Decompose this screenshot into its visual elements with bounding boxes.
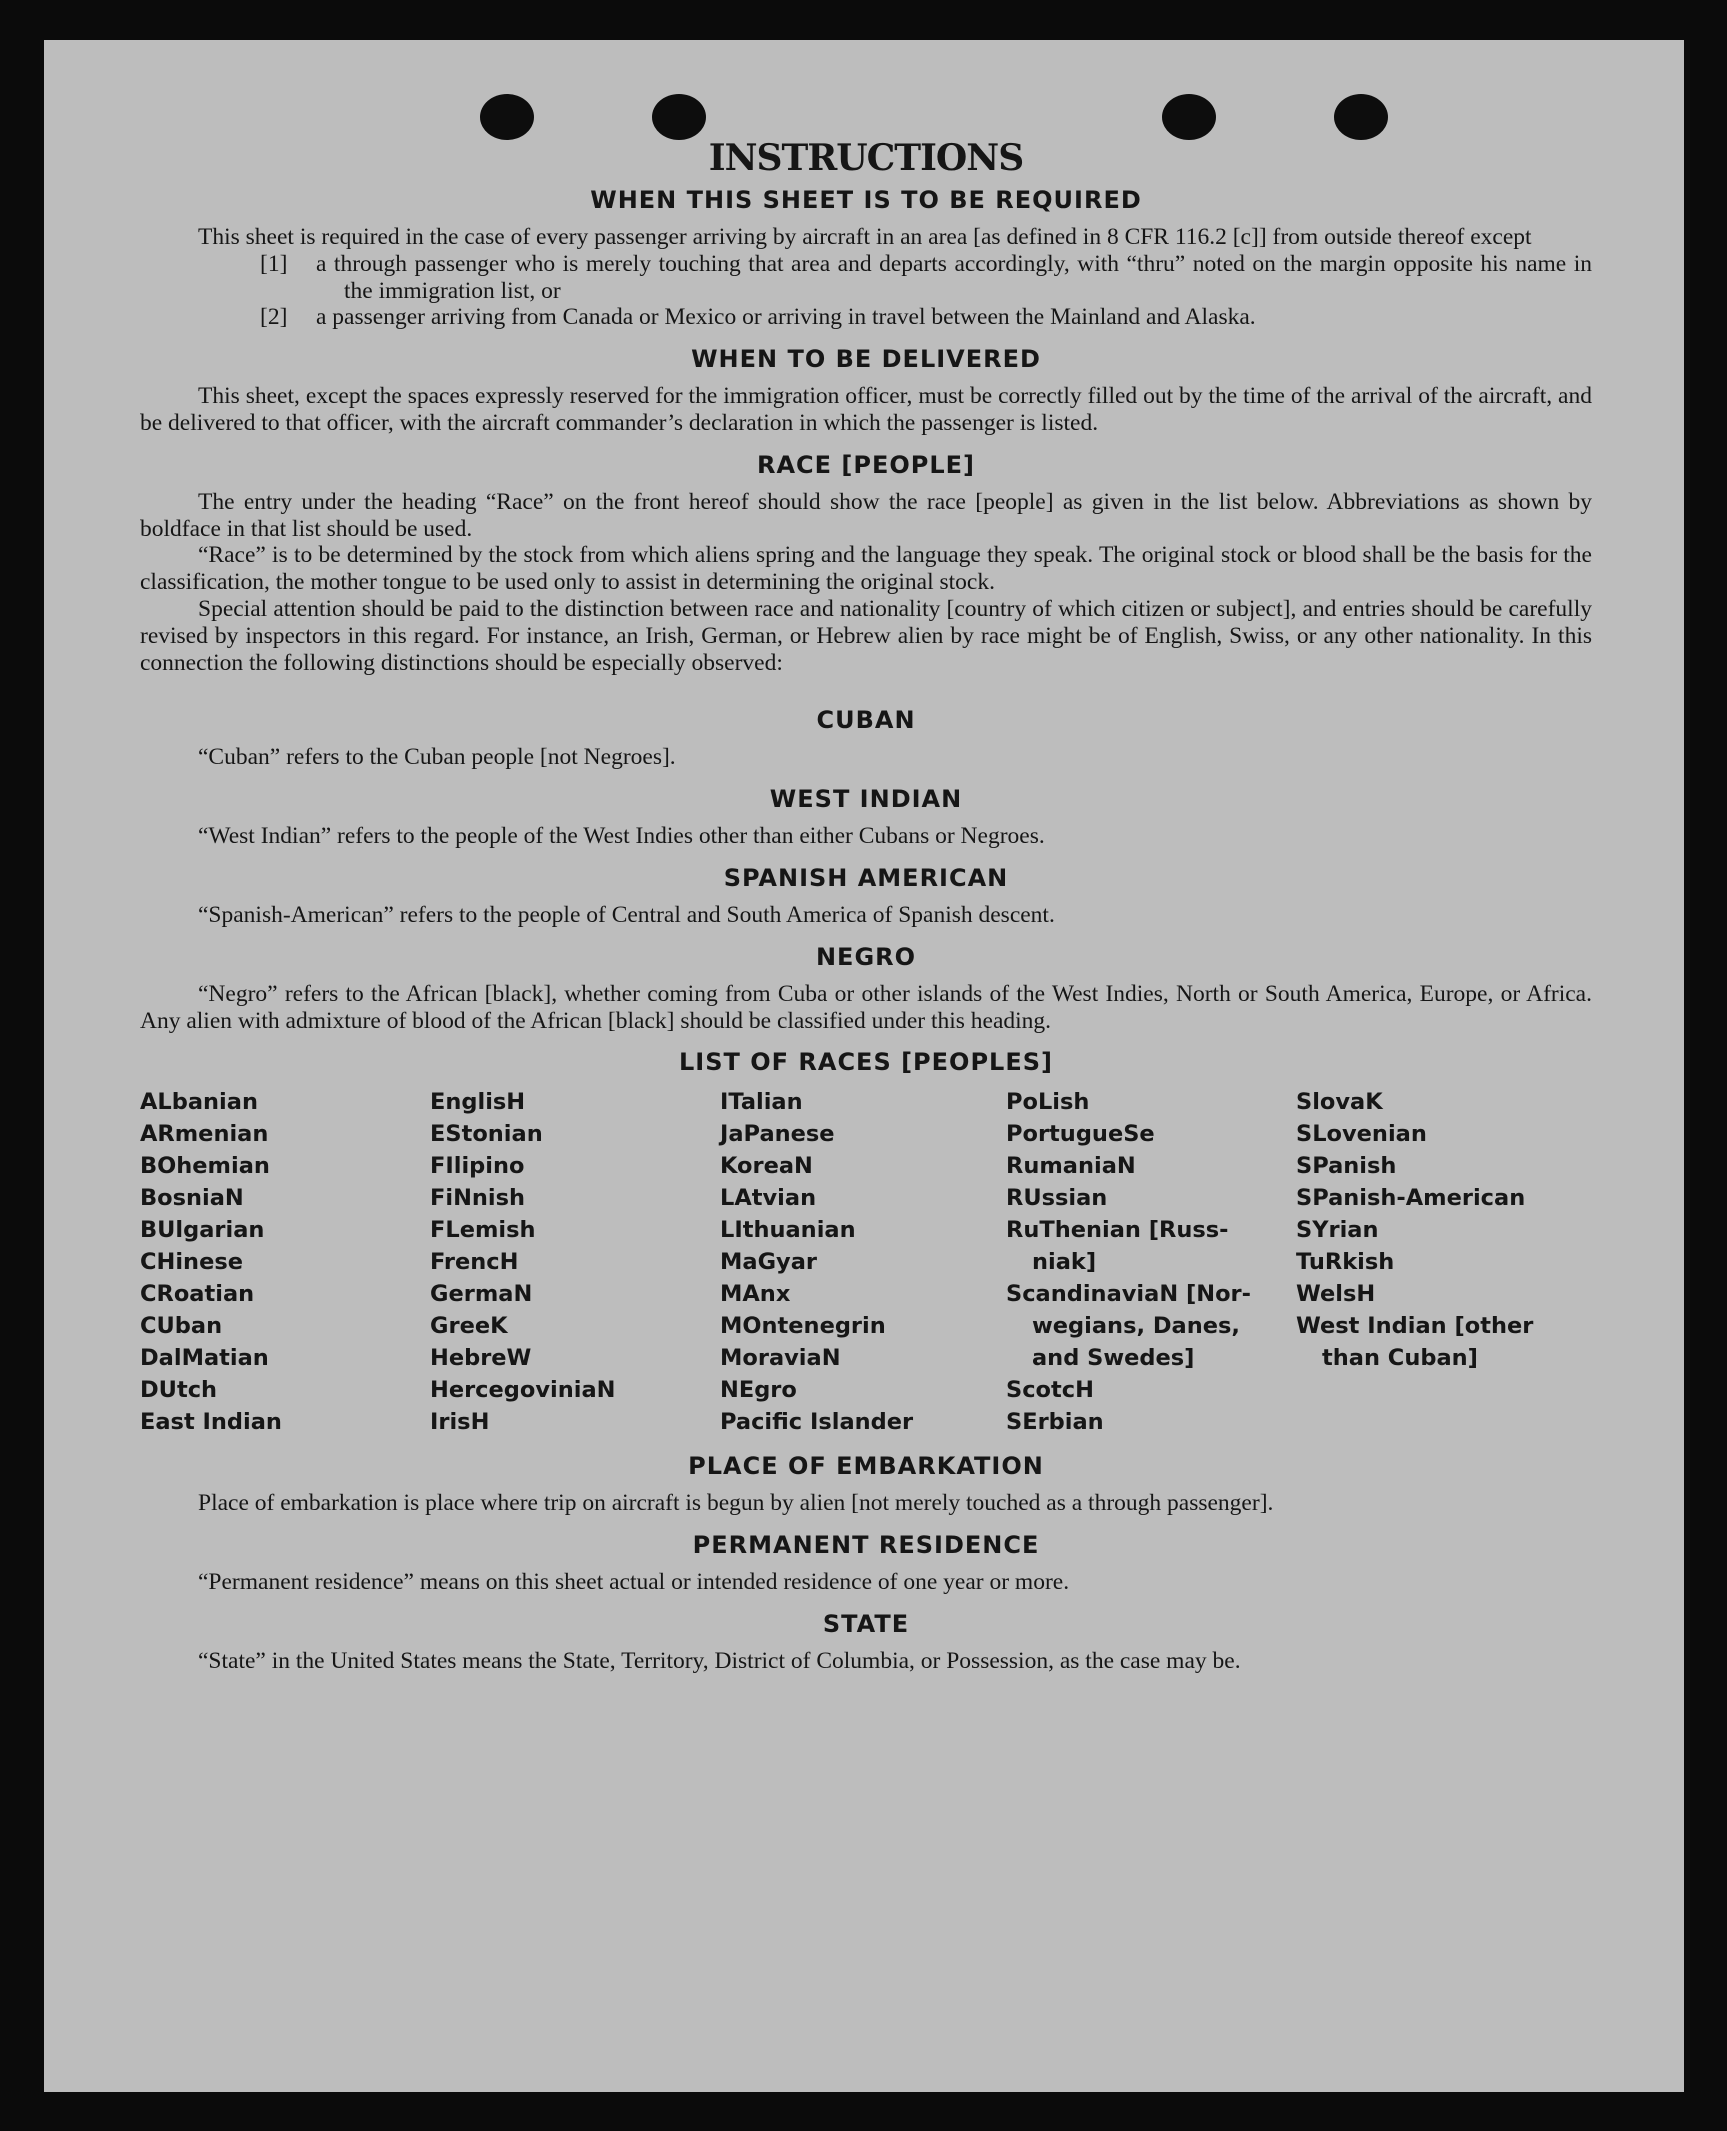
race-entry-continued: and Swedes]: [1032, 1345, 1195, 1372]
race-entry: RUssian: [1006, 1185, 1108, 1212]
place-of-embarkation-heading: PLACE OF EMBARKATION: [688, 1452, 1044, 1481]
spanish-american-text: “Spanish-American” refers to the people of Central and South America of Spanish descent.: [198, 901, 1055, 928]
race-entry: CUban: [140, 1313, 223, 1340]
exception-item: [140, 304, 1592, 331]
race-entry: SlovaK: [1296, 1089, 1383, 1116]
permanent-residence-heading: PERMANENT RESIDENCE: [692, 1531, 1040, 1560]
race-entry: HercegoviniaN: [430, 1377, 616, 1404]
race-entry: ALbanian: [140, 1089, 258, 1116]
exception-item: [140, 251, 1592, 305]
races-list: [140, 1086, 1592, 1438]
race-entry: BOhemian: [140, 1153, 270, 1180]
race-entry: EStonian: [430, 1121, 543, 1148]
race-entry: BUlgarian: [140, 1217, 265, 1244]
race-entry-continued: niak]: [1032, 1249, 1097, 1276]
punch-hole: [1334, 94, 1388, 140]
race-entry: CRoatian: [140, 1281, 255, 1308]
list-of-races-heading: LIST OF RACES [PEOPLES]: [679, 1048, 1053, 1077]
cuban-text: “Cuban” refers to the Cuban people [not Negroes].: [198, 744, 676, 771]
race-entry: MAnx: [720, 1281, 791, 1308]
race-heading: RACE [PEOPLE]: [756, 450, 976, 479]
race-paragraph: Special attention should be paid to the distinction between race and nationality [country of which citizen or subject], and entries should be carefully revised by inspectors in this regard. For instance, an Irish, German, or Hebrew alien by race might be of English, Swiss, or any other nationality. In this connection the following distinctions should be especially observed:: [140, 595, 1592, 676]
race-entry: LAtvian: [720, 1185, 817, 1212]
race-entry: BosniaN: [140, 1185, 244, 1212]
race-entry: SLovenian: [1296, 1121, 1427, 1148]
race-entry: HebreW: [430, 1345, 532, 1372]
race-entry: SPanish-American: [1296, 1185, 1526, 1212]
race-entry-continued: than Cuban]: [1322, 1345, 1478, 1372]
when-required-heading: WHEN THIS SHEET IS TO BE REQUIRED: [590, 186, 1142, 214]
cuban-heading: CUBAN: [816, 706, 916, 735]
race-entry: KoreaN: [720, 1153, 813, 1180]
punch-hole: [1162, 94, 1216, 140]
race-entry-continued: wegians, Danes,: [1032, 1313, 1240, 1340]
race-entry: JaPanese: [720, 1121, 835, 1148]
race-entry: MoraviaN: [720, 1345, 841, 1372]
race-entry: GermaN: [430, 1281, 533, 1308]
race-entry: IrisH: [430, 1409, 490, 1436]
race-entry: FrencH: [430, 1249, 519, 1276]
race-entry: DUtch: [140, 1377, 218, 1404]
place-of-embarkation-text: Place of embarkation is place where trip on aircraft is begun by alien [not merely touched as a through passenger].: [198, 1490, 1274, 1517]
when-delivered-heading: WHEN TO BE DELIVERED: [691, 345, 1041, 374]
exception-text: a through passenger who is merely touching that area and departs accordingly, with “thru” noted on the margin opposite his name in the immigration list, or: [316, 250, 1592, 304]
race-entry: RuThenian [Russ-: [1006, 1217, 1229, 1244]
document-sheet: [44, 40, 1684, 2092]
punch-hole: [652, 94, 706, 140]
race-entry: Pacific Islander: [720, 1409, 914, 1436]
punch-hole: [480, 94, 534, 140]
race-entry: FiNnish: [430, 1185, 526, 1212]
exception-text: a passenger arriving from Canada or Mexico or arriving in travel between the Mainland and Alaska.: [316, 304, 1256, 331]
races-column: [720, 1086, 1006, 1438]
race-entry: West Indian [other: [1296, 1313, 1534, 1340]
when-delivered-text: This sheet, except the spaces expressly reserved for the immigration officer, must be correctly filled out by the time of the arrival of the aircraft, and be delivered to that officer, with the aircraft commander’s declaration in which the passenger is listed.: [140, 383, 1592, 436]
exception-marker: [2]: [260, 304, 288, 331]
race-entry: WelsH: [1296, 1281, 1376, 1308]
race-entry: MOntenegrin: [720, 1313, 886, 1340]
west-indian-heading: WEST INDIAN: [769, 785, 963, 814]
state-heading: STATE: [822, 1609, 910, 1638]
when-required-intro: This sheet is required in the case of every passenger arriving by aircraft in an area [as defined in 8 CFR 116.2 [c]] from outside thereof except: [198, 224, 1532, 250]
race-entry: PortugueSe: [1006, 1121, 1155, 1148]
permanent-residence-text: “Permanent residence” means on this sheet actual or intended residence of one year or more.: [198, 1569, 1070, 1596]
race-entry: SErbian: [1006, 1409, 1104, 1436]
race-entry: SYrian: [1296, 1217, 1379, 1244]
race-entry: FLemish: [430, 1217, 536, 1244]
race-entry: CHinese: [140, 1249, 243, 1276]
race-entry: ScandinaviaN [Nor-: [1006, 1281, 1251, 1308]
negro-text: “Negro” refers to the African [black], whether coming from Cuba or other islands of the West Indies, North or South America, Europe, or Africa. Any alien with admixture of blood of the African [black] should be classified under this heading.: [140, 980, 1592, 1034]
race-entry: GreeK: [430, 1313, 508, 1340]
races-column: [140, 1086, 430, 1438]
race-entry: LIthuanian: [720, 1217, 856, 1244]
page-title: INSTRUCTIONS: [708, 137, 1024, 179]
race-entry: East Indian: [140, 1409, 282, 1436]
west-indian-text: “West Indian” refers to the people of the West Indies other than either Cubans or Negroes.: [198, 823, 1045, 850]
race-entry: FIlipino: [430, 1153, 525, 1180]
race-entry: MaGyar: [720, 1249, 817, 1276]
race-entry: SPanish: [1296, 1153, 1397, 1180]
race-paragraph: The entry under the heading “Race” on the front hereof should show the race [people] as given in the list below. Abbreviations as shown by boldface in that list should be used.: [140, 488, 1592, 542]
race-entry: PoLish: [1006, 1089, 1090, 1116]
race-paragraph: “Race” is to be determined by the stock from which aliens spring and the language they speak. The original stock or blood shall be the basis for the classification, the mother tongue to be used only to assist in determining the original stock.: [140, 542, 1592, 596]
exception-marker: [1]: [260, 250, 288, 277]
race-entry: ScotcH: [1006, 1377, 1094, 1404]
race-entry: ITalian: [720, 1089, 803, 1116]
negro-heading: NEGRO: [815, 942, 917, 971]
spanish-american-heading: SPANISH AMERICAN: [723, 863, 1009, 892]
state-text: “State” in the United States means the State, Territory, District of Columbia, or Possession, as the case may be.: [198, 1647, 1241, 1674]
races-column: [1006, 1086, 1296, 1438]
races-column: [1296, 1086, 1592, 1438]
race-entry: TuRkish: [1296, 1249, 1395, 1276]
race-entry: NEgro: [720, 1377, 797, 1404]
instructions-content: [140, 138, 1592, 1675]
race-entry: EnglisH: [430, 1089, 526, 1116]
race-entry: DalMatian: [140, 1345, 269, 1372]
race-entry: RumaniaN: [1006, 1153, 1136, 1180]
races-column: [430, 1086, 720, 1438]
race-entry: ARmenian: [140, 1121, 269, 1148]
